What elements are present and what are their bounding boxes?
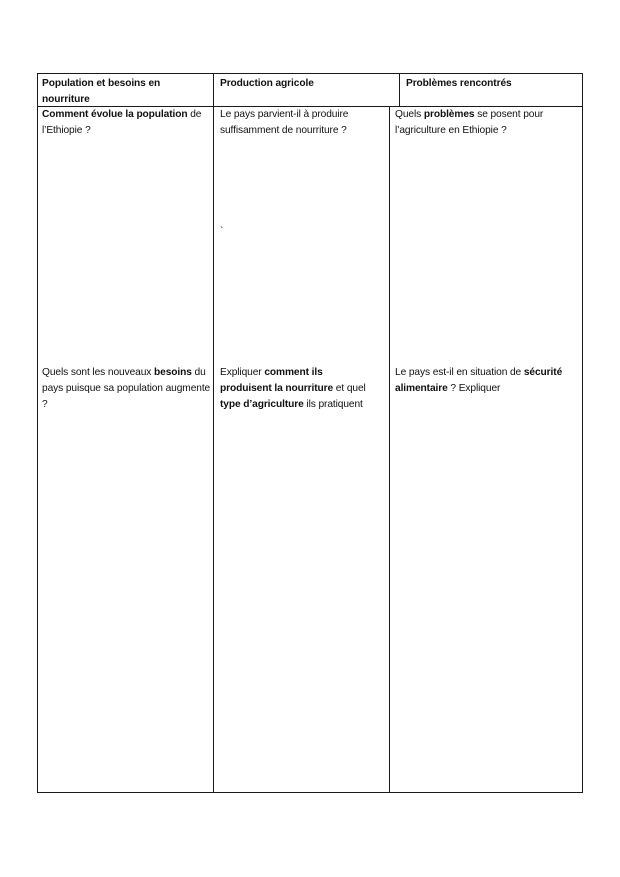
text-run: du pays puisque sa population augmente ? (42, 367, 211, 410)
bold-keyword: sécurité alimentaire (395, 367, 563, 394)
question-agriculture-type (220, 365, 370, 413)
header-population: Population et besoins en nourriture (42, 78, 161, 105)
stray-mark: ` (220, 226, 224, 237)
table-top-border (37, 73, 583, 74)
question-food-production (220, 107, 385, 139)
question-agriculture-problems (395, 107, 577, 139)
header-problems: Problèmes rencontrés (406, 78, 512, 89)
bold-keyword: type d’agriculture (220, 399, 304, 410)
text-run: se posent pour l’agriculture en Ethiopie ? (395, 109, 544, 136)
text-run: Le pays parvient-il à produire suffisamment de nourriture ? (220, 109, 349, 136)
text-run: Le pays est-il en situation de (395, 367, 524, 378)
text-run: de l’Ethiopie ? (42, 109, 202, 136)
header-production: Production agricole (220, 78, 314, 89)
bold-keyword: besoins (154, 367, 192, 378)
text-run: Quels sont les nouveaux (42, 367, 154, 378)
bold-keyword: comment ils produisent la nourriture (220, 367, 334, 394)
text-run: Quels (395, 109, 424, 120)
header-divider-2 (399, 73, 400, 107)
question-food-security (395, 365, 570, 397)
text-run: ? Expliquer (447, 383, 501, 394)
bold-keyword: Comment évolue la population (42, 109, 188, 120)
column-divider-1 (213, 73, 214, 793)
question-new-needs (42, 365, 212, 413)
table-left-border (37, 73, 38, 793)
table-right-border (582, 73, 583, 793)
text-run: ils pratiquent (303, 399, 363, 410)
bold-keyword: problèmes (423, 109, 475, 120)
table-bottom-border (37, 792, 583, 793)
column-divider-2 (389, 106, 390, 793)
text-run: et quel (333, 383, 366, 394)
question-population-evolution (42, 107, 210, 139)
text-run: Expliquer (220, 367, 265, 378)
